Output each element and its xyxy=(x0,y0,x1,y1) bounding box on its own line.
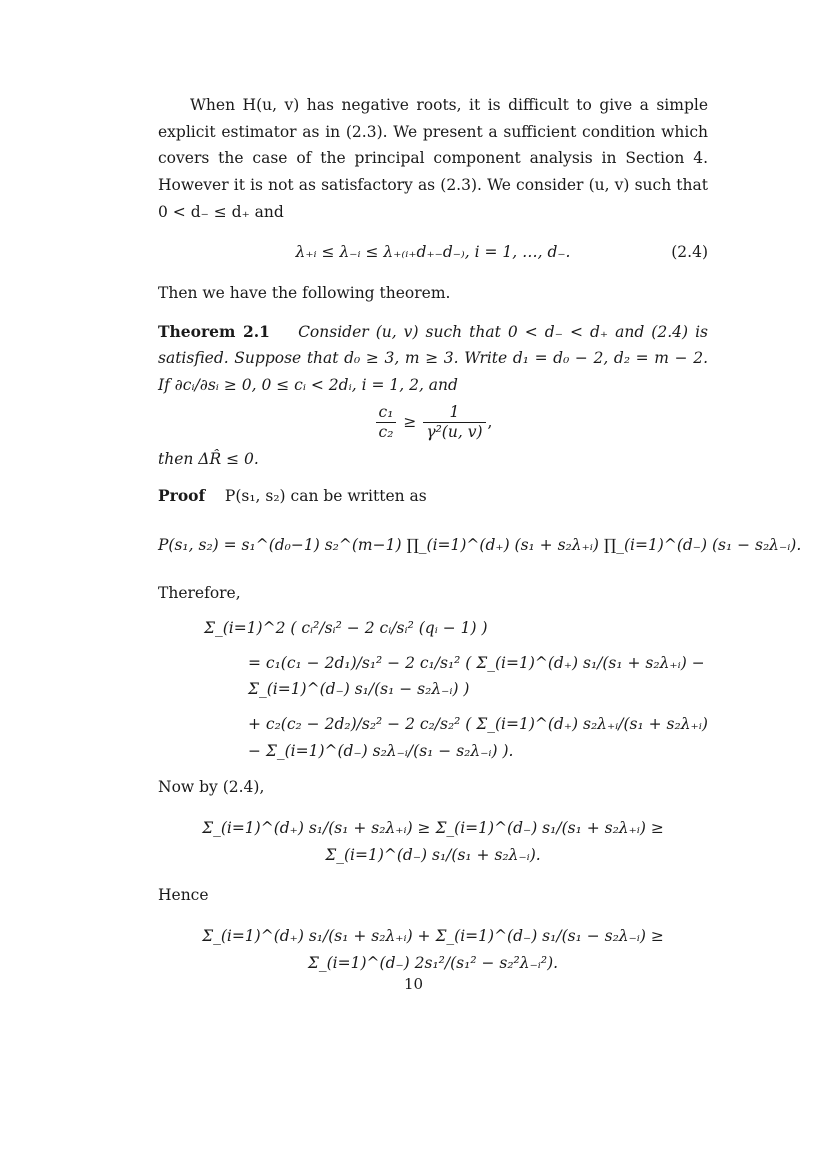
fraction-denominator: c₂ xyxy=(378,422,394,441)
derivation-line-1: Σ_(i=1)^2 ( cᵢ²/sᵢ² − 2 cᵢ/sᵢ² (qᵢ − 1) ) xyxy=(204,618,488,637)
proof-text: P(s₁, s₂) can be written as xyxy=(224,486,427,505)
fraction-numerator: 1 xyxy=(423,403,485,423)
theorem xyxy=(158,319,708,399)
inequality-1-body: Σ_(i=1)^(d₊) s₁/(s₁ + s₂λ₊ᵢ) ≥ Σ_(i=1)^(d₋) s₁/(s₁ + s₂λ₊ᵢ) ≥ Σ_(i=1)^(d₋) s₁/(s₁ + s₂λ₋ᵢ). xyxy=(202,818,664,864)
now-by: Now by (2.4), xyxy=(158,778,265,797)
equation-P-body: P(s₁, s₂) = s₁^(d₀−1) s₂^(m−1) ∏_(i=1)^(d₊) (s₁ + s₂λ₊ᵢ) ∏_(i=1)^(d₋) (s₁ − s₂λ₋ᵢ). xyxy=(158,535,802,554)
theorem-condition: $\frac{\text{c₁}}{\text{c₂}}$ ≥ $\frac{1}{\text{γ²(u, v)}}$ , xyxy=(158,403,708,443)
paper-page xyxy=(158,92,802,990)
proof xyxy=(158,483,708,510)
theorem-label: Theorem 2.1 xyxy=(158,321,270,341)
inequality-1 xyxy=(158,815,708,868)
fraction-numerator: c₁ xyxy=(376,403,397,423)
paragraph-then: Then we have the following theorem. xyxy=(158,283,451,302)
equation-2-4-body: λ₊ᵢ ≤ λ₋ᵢ ≤ λ₊₍ᵢ₊d₊₋d₋₎, i = 1, …, d₋. xyxy=(295,243,571,262)
page-number: 10 xyxy=(403,975,424,993)
derivation-line-2: = c₁(c₁ − 2d₁)/s₁² − 2 c₁/s₁² ( Σ_(i=1)^(d₊) s₁/(s₁ + s₂λ₊ᵢ) − Σ_(i=1)^(d₋) s₁/(s₁ − s₂λ₋ᵢ) ) xyxy=(248,653,705,699)
paragraph-intro: When H(u, v) has negative roots, it is difficult to give a simple explicit estimator as in (2.3). We present a sufficient condition which covers the case of the principal component analysis in Section 4. However it is not as satisfactory as (2.3). We consider (u, v) such that 0 < d₋ ≤ d₊ and xyxy=(158,96,708,221)
inequality-2 xyxy=(158,923,708,976)
fraction-denominator: γ²(u, v) xyxy=(426,422,483,441)
fraction-c1-c2 xyxy=(376,403,397,443)
derivation-line-3: + c₂(c₂ − 2d₂)/s₂² − 2 c₂/s₂² ( Σ_(i=1)^(d₊) s₂λ₊ᵢ/(s₁ + s₂λ₊ᵢ) − Σ_(i=1)^(d₋) s₂λ₋ᵢ/(s₁ − s₂λ₋ᵢ) ). xyxy=(248,714,708,760)
equation-2-4 xyxy=(158,239,708,266)
theorem-text: Consider (u, v) such that 0 < d₋ < d₊ and (2.4) is satisfied. Suppose that d₀ ≥ 3, m ≥ 3. Write d₁ = d₀ − 2, d₂ = m − 2. If ∂cᵢ/∂sᵢ ≥ 0, 0 ≤ cᵢ < 2dᵢ, i = 1, 2, and xyxy=(158,322,708,394)
equation-P xyxy=(158,532,802,559)
equation-number: (2.4) xyxy=(671,243,708,262)
inequality-2-body: Σ_(i=1)^(d₊) s₁/(s₁ + s₂λ₊ᵢ) + Σ_(i=1)^(d₋) s₁/(s₁ − s₂λ₋ᵢ) ≥ Σ_(i=1)^(d₋) 2s₁²/(s₁² − s₂²λ₋ᵢ²). xyxy=(202,926,664,972)
theorem-conclusion: then ΔR̂ ≤ 0. xyxy=(158,450,259,469)
proof-label: Proof xyxy=(158,485,206,505)
therefore: Therefore, xyxy=(158,584,241,603)
fraction-gamma xyxy=(423,403,485,443)
hence: Hence xyxy=(158,886,209,905)
